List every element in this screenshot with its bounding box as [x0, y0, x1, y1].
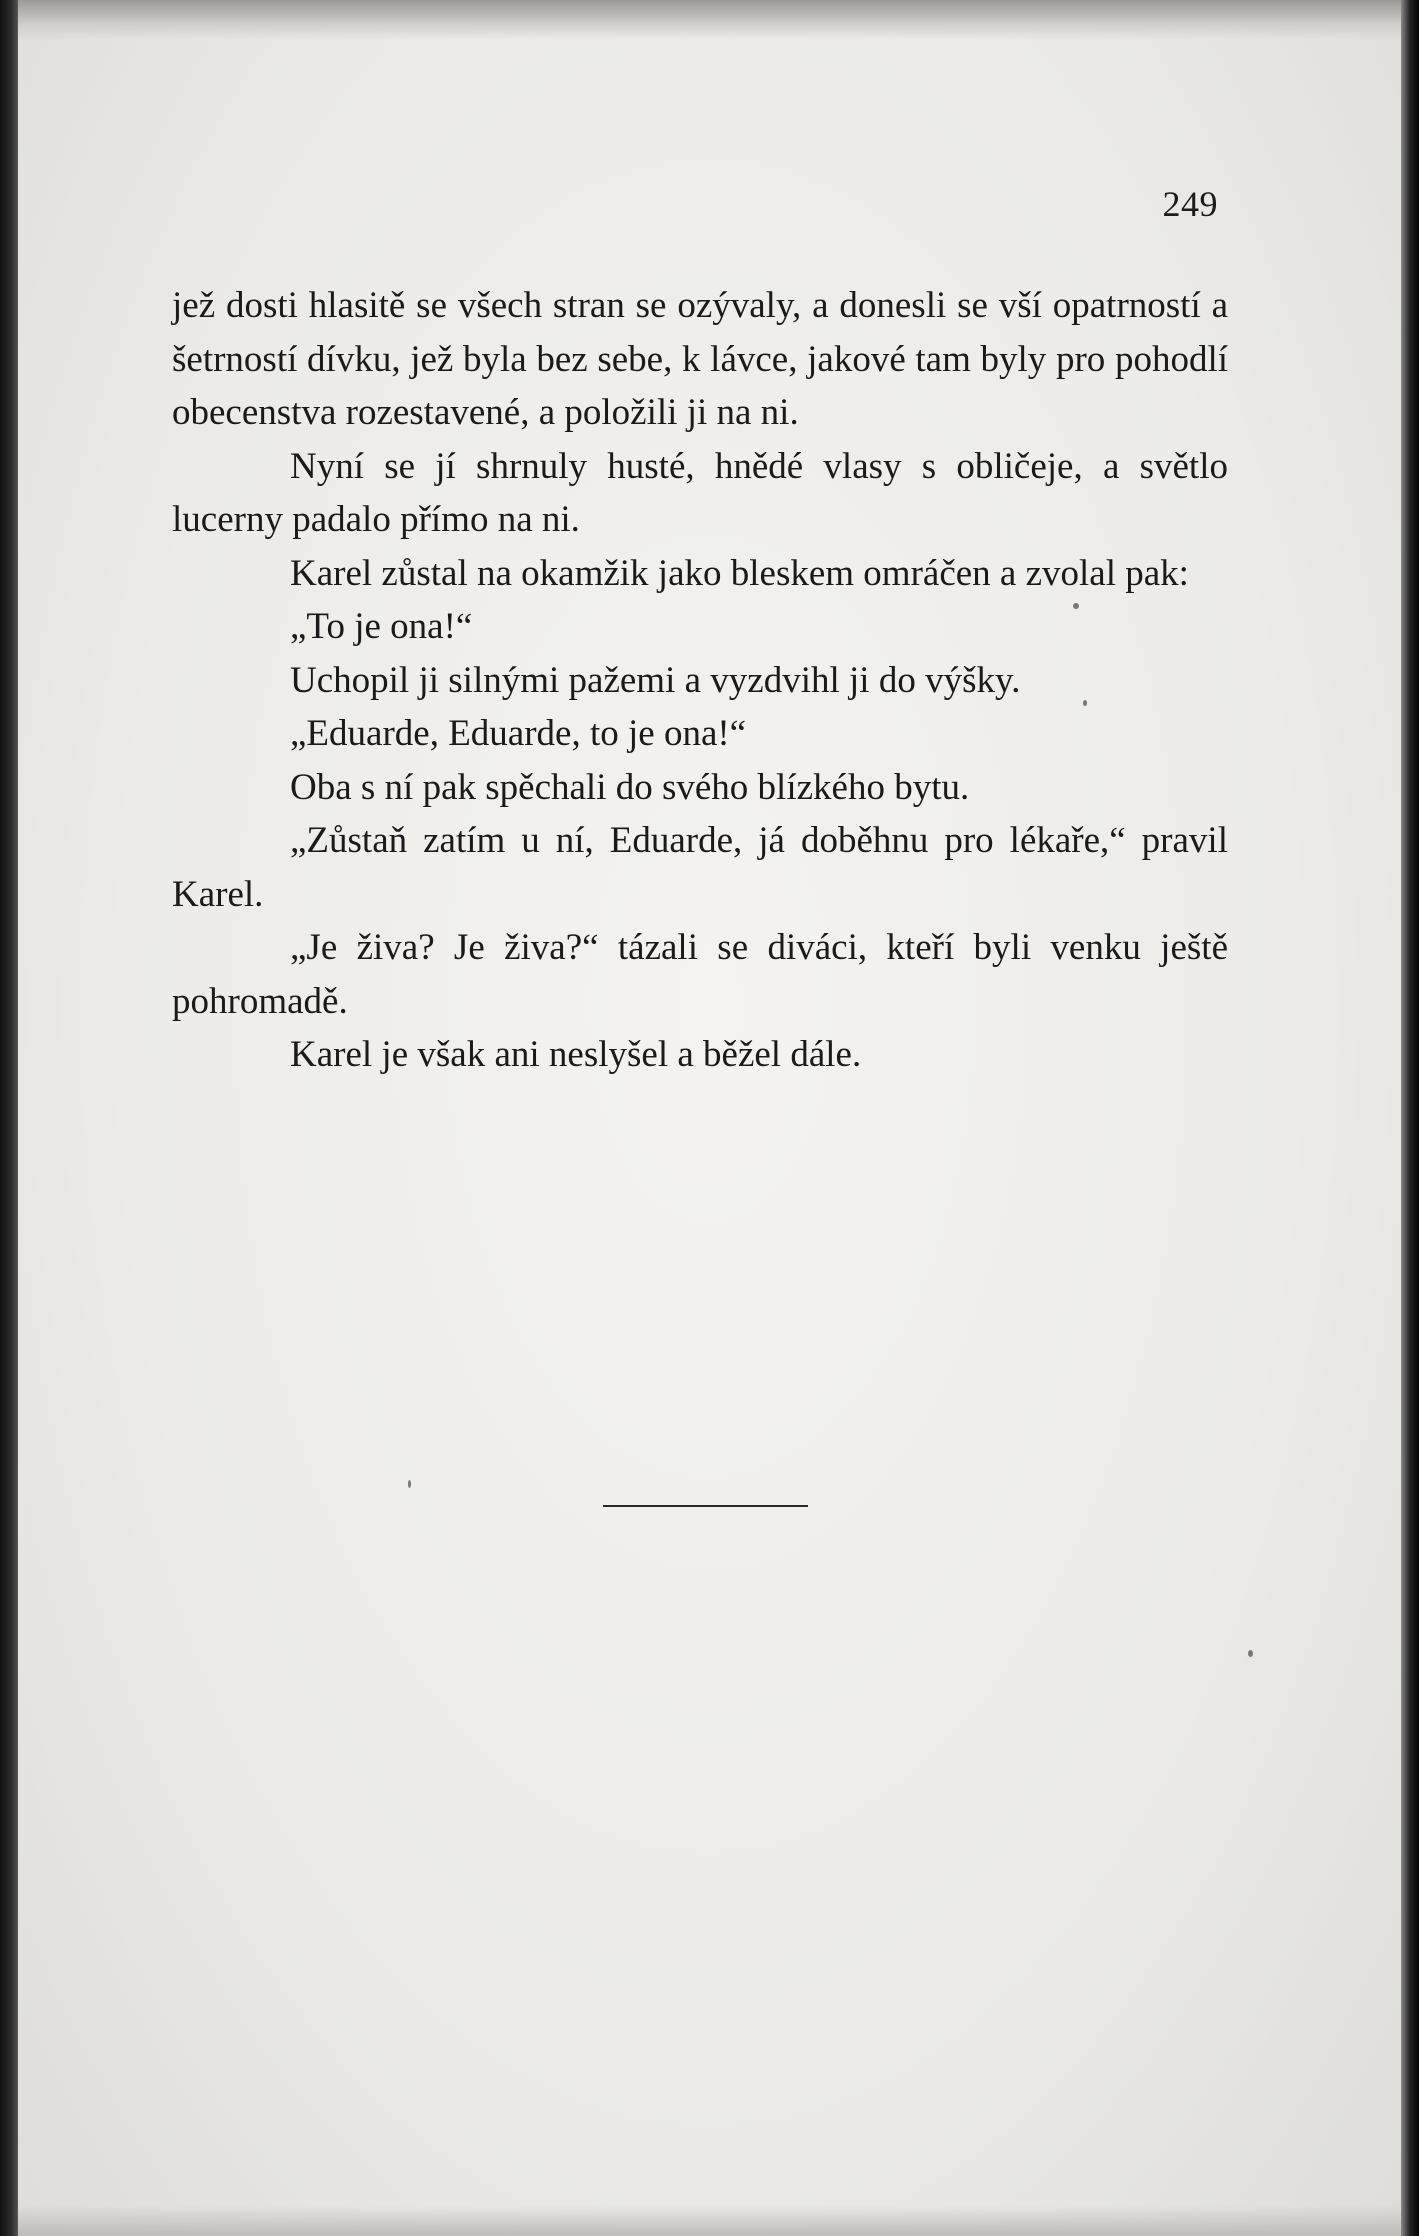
paper-speck [1248, 1650, 1253, 1657]
page-top-shadow [18, 0, 1401, 40]
page-number: 249 [1162, 184, 1218, 224]
paragraph: „Eduarde, Eduarde, to je ona!“ [290, 713, 747, 754]
book-page [18, 0, 1401, 2236]
paragraph: Nyní se jí shrnuly husté, hnědé vlasy s obličeje, a světlo lucerny padalo přímo na ni. [172, 445, 1228, 540]
paragraph: Uchopil ji silnými pažemi a vyzdvihl ji do výšky. [290, 659, 1021, 701]
paragraph: Oba s ní pak spěchali do svého blízkého bytu. [290, 766, 970, 808]
paragraph: „Zůstaň zatím u ní, Eduarde, já doběhnu pro lékaře,“ pravil Karel. [172, 820, 1228, 915]
scan-left-border [0, 0, 18, 2236]
paragraph: Karel zůstal na okamžik jako bleskem omráčen a zvolal pak: [290, 552, 1189, 594]
paragraph: Karel je však ani neslyšel a běžel dále. [290, 1034, 862, 1075]
paper-speck [1083, 700, 1087, 706]
section-end-rule [603, 1505, 808, 1507]
body-text [172, 279, 1228, 1082]
page-bottom-shadow [18, 2206, 1401, 2236]
paragraph: „To je ona!“ [290, 606, 473, 647]
paper-speck [1073, 603, 1079, 609]
paragraph: „Je živa? Je živa?“ tázali se diváci, kteří byli venku ještě pohromadě. [172, 927, 1228, 1022]
paper-speck [408, 1480, 411, 1488]
paragraph: jež dosti hlasitě se všech stran se ozývaly, a donesli se vší opatrností a šetrností dívku, jež byla bez sebe, k lávce, jakové tam byly pro pohodlí obecenstva rozestavené, a položili ji na ni. [172, 285, 1228, 433]
scan-right-border [1401, 0, 1419, 2236]
